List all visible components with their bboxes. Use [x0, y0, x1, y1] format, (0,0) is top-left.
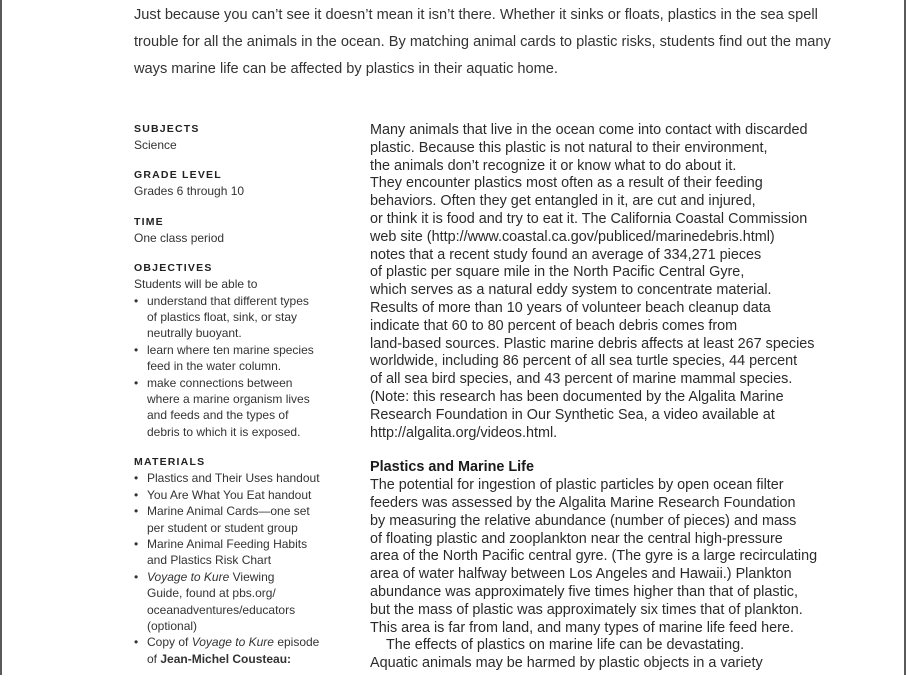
body-line: of plastic per square mile in the North Pacific Central Gyre, [370, 264, 745, 281]
bullet-icon: • [134, 504, 139, 519]
grade-level-section [134, 167, 344, 199]
time-heading: TIME [134, 215, 164, 228]
episode-title: Voyage to Kure [191, 635, 274, 650]
body-line: The effects of plastics on marine life can be devastating. [386, 637, 745, 654]
episode-title: Voyage to Kure [147, 569, 230, 584]
bullet-icon: • [134, 536, 139, 551]
material-text: episode [273, 635, 320, 650]
material-item [134, 487, 344, 503]
body-line: of all sea bird species, and 43 percent of marine mammal species. [370, 371, 793, 388]
body-line: This area is far from land, and many types of marine life feed here. [370, 619, 794, 636]
objective-line: understand that different types [147, 293, 309, 308]
material-line: You Are What You Eat handout [147, 487, 312, 502]
background-paragraph [370, 122, 900, 442]
bullet-icon: • [134, 471, 139, 486]
body-line: Aquatic animals may be harmed by plastic objects in a variety [370, 655, 763, 672]
intro-line: ways marine life can be affected by plastics in their aquatic home. [134, 61, 558, 77]
bullet-icon: • [134, 487, 139, 502]
body-line: worldwide, including 86 percent of all sea turtle species, 44 percent [370, 353, 798, 370]
body-line: but the mass of plastic was approximately six times that of plankton. [370, 601, 803, 618]
bullet-icon: • [134, 293, 139, 308]
body-line: land-based sources. Plastic marine debris affects at least 267 species [370, 335, 815, 352]
material-line [147, 634, 344, 650]
material-line: Guide, found at pbs.org/ [147, 586, 276, 601]
body-line: abundance was approximately five times higher than that of plastic, [370, 583, 798, 600]
subjects-value: Science [134, 138, 177, 152]
material-line: Marine Animal Cards—one set [147, 504, 310, 519]
bullet-icon: • [134, 569, 139, 584]
objective-item [134, 375, 344, 441]
intro-line: Just because you can’t see it doesn’t mean it isn’t there. Whether it sinks or floats, plastics in the sea spell [134, 7, 818, 23]
body-line: notes that a recent study found an average of 334,271 pieces [370, 246, 762, 263]
material-item [134, 634, 344, 667]
section-heading: Plastics and Marine Life [370, 459, 534, 476]
material-text: Copy of [147, 635, 192, 650]
grade-level-value: Grades 6 through 10 [134, 184, 245, 199]
body-line: by measuring the relative abundance (number of pieces) and mass [370, 512, 797, 529]
material-line: Marine Animal Feeding Habits [147, 536, 308, 551]
material-line: oceanadventures/educators [147, 602, 296, 617]
body-line: behaviors. Often they get entangled in it, are cut and injured, [370, 193, 756, 210]
body-line: plastic. Because this plastic is not natural to their environment, [370, 139, 768, 156]
intro-line: trouble for all the animals in the ocean. By matching animal cards to plastic risks, students find out the many [134, 34, 831, 50]
material-line: per student or student group [147, 520, 298, 535]
body-line: or think it is food and try to eat it. The California Coastal Commission [370, 210, 808, 227]
series-title: Jean-Michel Cousteau: [160, 651, 292, 666]
intro-paragraph [134, 2, 894, 83]
objective-line: make connections between [147, 375, 293, 390]
time-value: One class period [134, 230, 225, 245]
material-line: Plastics and Their Uses handout [147, 471, 320, 486]
materials-heading: MATERIALS [134, 456, 206, 469]
objective-line: of plastics float, sink, or stay [147, 310, 298, 325]
objective-line: and feeds and the types of [147, 408, 289, 423]
body-line: (Note: this research has been documented by the Algalita Marine [370, 388, 784, 405]
material-item [134, 503, 344, 536]
body-line: area of the North Pacific central gyre. (The gyre is a large recirculating [370, 548, 818, 565]
body-line: web site (http://www.coastal.ca.gov/publiced/marinedebris.html) [370, 228, 775, 245]
effects-paragraph [370, 637, 900, 673]
objectives-heading: OBJECTIVES [134, 262, 213, 275]
body-line: indicate that 60 to 80 percent of beach debris comes from [370, 317, 738, 334]
body-line: Many animals that live in the ocean come into contact with discarded [370, 122, 808, 138]
time-section [134, 214, 344, 246]
body-line: They encounter plastics most often as a result of their feeding [370, 175, 763, 192]
objective-line: learn where ten marine species [147, 342, 314, 357]
body-line: Results of more than 10 years of volunteer beach cleanup data [370, 299, 771, 316]
material-line: (optional) [147, 618, 198, 633]
objective-item [134, 293, 344, 342]
materials-list [134, 470, 344, 667]
objective-line: where a marine organism lives [147, 392, 310, 407]
material-line [147, 651, 344, 667]
body-line: area of water halfway between Los Angeles and Hawaii.) Plankton [370, 566, 792, 583]
main-column [370, 122, 900, 673]
body-line: the animals don’t recognize it or know what to do about it. [370, 157, 737, 174]
material-text: of [147, 651, 161, 666]
objectives-list [134, 293, 344, 441]
subjects-section [134, 121, 344, 153]
lesson-sidebar [134, 121, 344, 681]
bullet-icon: • [134, 342, 139, 357]
material-line [147, 569, 344, 585]
body-line: feeders was assessed by the Algalita Marine Research Foundation [370, 494, 796, 511]
body-line: of floating plastic and zooplankton near the central high-pressure [370, 530, 783, 547]
subjects-heading: SUBJECTS [134, 123, 200, 135]
objective-line: debris to which it is exposed. [147, 424, 301, 439]
material-item [134, 536, 344, 569]
materials-section [134, 454, 344, 667]
objective-line: neutrally buoyant. [147, 326, 242, 341]
grade-level-heading: GRADE LEVEL [134, 169, 222, 182]
material-item [134, 569, 344, 635]
objective-line: feed in the water column. [147, 359, 282, 374]
objective-item [134, 342, 344, 375]
material-item [134, 470, 344, 486]
body-line: The potential for ingestion of plastic particles by open ocean filter [370, 477, 784, 494]
body-line: Research Foundation in Our Synthetic Sea, a video available at [370, 406, 775, 423]
material-line: and Plastics Risk Chart [147, 553, 272, 568]
bullet-icon: • [134, 635, 139, 650]
objectives-intro: Students will be able to [134, 277, 258, 292]
bullet-icon: • [134, 375, 139, 390]
objectives-section [134, 260, 344, 440]
material-text: Viewing [229, 569, 275, 584]
page-border-left [0, 0, 2, 675]
plastics-marine-life-paragraph [370, 477, 900, 637]
body-line: http://algalita.org/videos.html. [370, 424, 558, 441]
body-line: which serves as a natural eddy system to concentrate material. [370, 282, 772, 299]
